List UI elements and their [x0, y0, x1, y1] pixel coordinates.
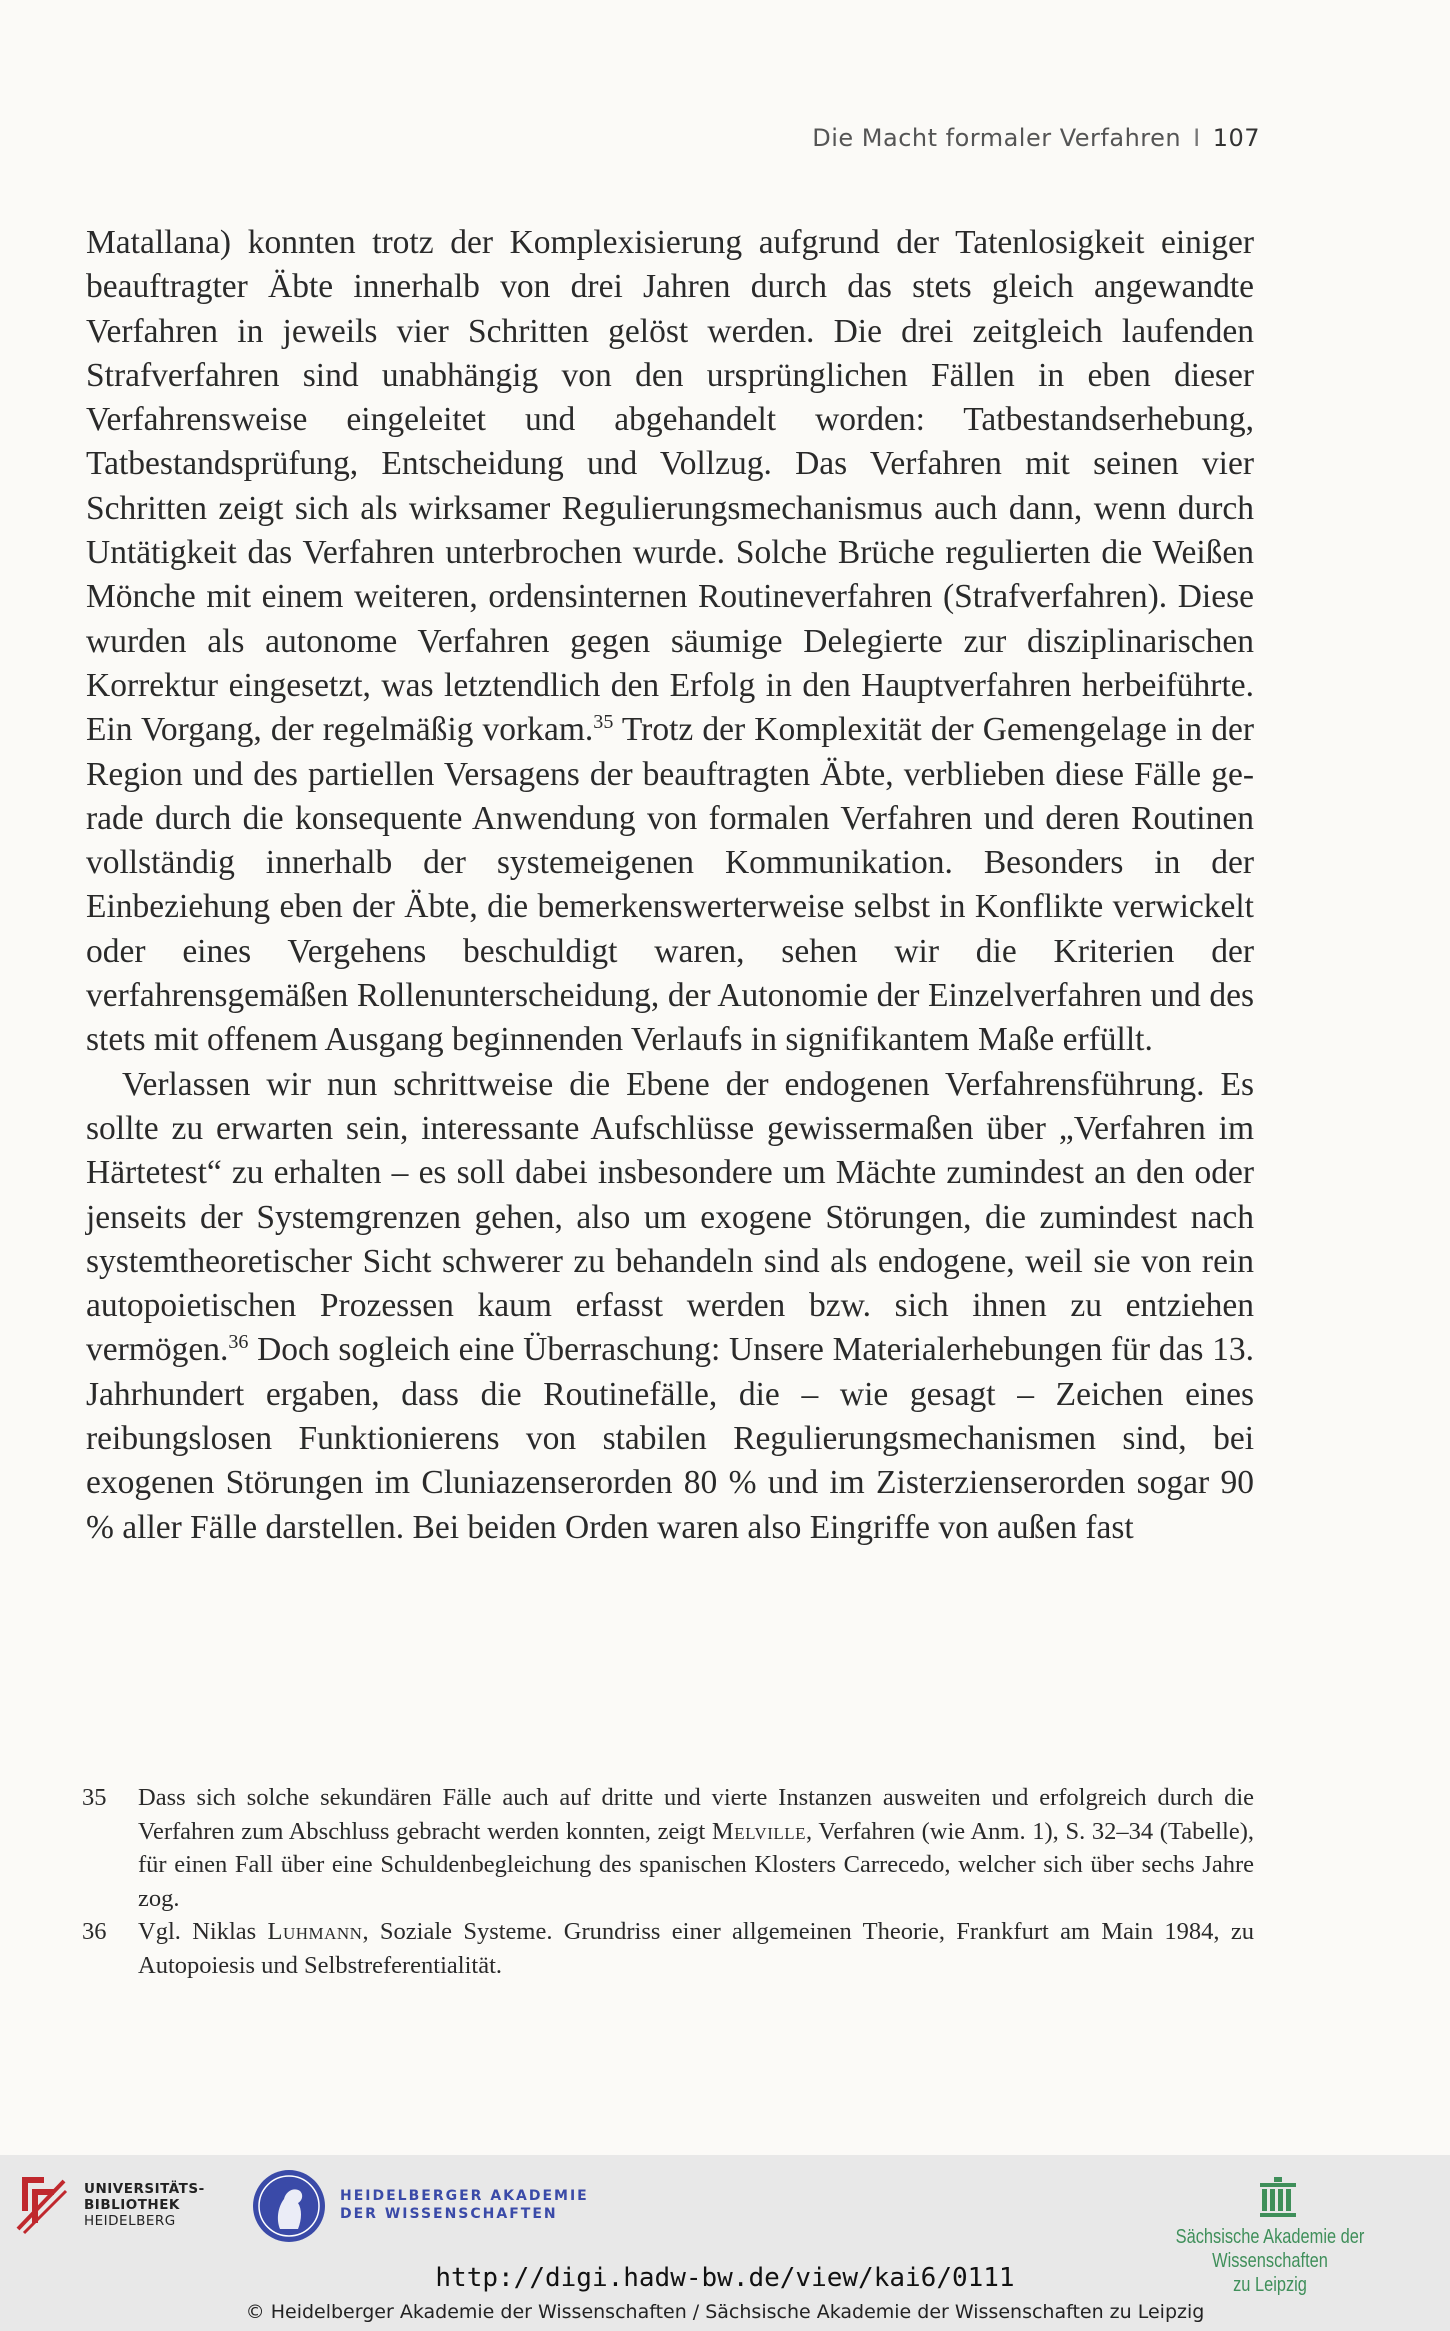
running-title: Die Macht formaler Verfahren	[812, 124, 1182, 152]
hadw-seal-logo-icon[interactable]	[250, 2167, 328, 2245]
ub-heidelberg-logo-icon[interactable]	[14, 2171, 68, 2235]
footnote-number: 36	[82, 1918, 107, 1945]
paragraph-1	[86, 221, 1254, 1063]
footnote-number: 35	[82, 1784, 107, 1811]
saw-line-1: Sächsische Akademie der Wissenschaften	[1175, 2226, 1365, 2272]
saw-leipzig-logo-icon[interactable]	[1256, 2175, 1300, 2219]
footnote-text-post: , Verfahren (wie Anm. 1), S. 32–34 (Tabelle), für einen Fall über eine Schuldenbegleichung des spanischen Klosters Carrecedo, welcher sich über sechs Jahre zog.	[138, 1817, 1254, 1912]
saw-line-2: zu Leipzig	[1233, 2274, 1307, 2296]
paragraph-2-part-b: Doch sogleich eine Überraschung: Unsere Materialerhebungen für das 13. Jahrhundert ergaben, dass die Routinefälle, die – wie gesagt – Zeichen eines reibungslosen Funktionierens von stabilen Regulierungsmechanismen sind, bei exogenen Störungen im Cluniazenserorden 80 % und im Zisterzienserorden sogar 90 % aller Fälle darstellen. Bei beiden Orden waren also Eingriffe von außen fast	[86, 1331, 1254, 1546]
permalink-url[interactable]: http://digi.hadw-bw.de/view/kai6/0111	[435, 2263, 1015, 2293]
footnotes	[82, 1781, 1254, 1982]
copyright-notice: © Heidelberger Akademie der Wissenschaften / Sächsische Akademie der Wissenschaften zu Leipzig	[245, 2301, 1205, 2323]
paragraph-2	[86, 1063, 1254, 1550]
paragraph-1-part-b: Trotz der Komplexität der Gemengelage in der Region und des partiellen Versagens der beauftragten Äbte, verblieben diese Fälle gerade durch die konsequente Anwendung von formalen Verfahren und deren Routinen vollständig innerhalb der systemeigenen Kommunikation. Besonders in der Einbeziehung eben der Äbte, die bemerkenswerterweise selbst in Konflikte verwickelt oder eines Vergehens beschuldigt waren, sehen wir die Kriterien der verfahrensgemäßen Rollenunterscheidung, der Autonomie der Einzelverfahren und des stets mit offenem Ausgang beginnenden Verlaufs in signifikantem Maße erfüllt.	[86, 711, 1254, 1059]
footnote-author: Melville	[711, 1817, 807, 1845]
hadw-line-2: DER WISSENSCHAFTEN	[340, 2206, 558, 2222]
paragraph-1-part-a: Matallana) konnten trotz der Komplexisierung aufgrund der Tatenlosigkeit einiger beauftragter Äbte innerhalb von drei Jahren durch das stets gleich angewandte Verfahren in jeweils vier Schritten gelöst werden. Die drei zeitgleich laufenden Strafverfahren sind unabhängig von den ursprünglichen Fällen in eben dieser Verfahrensweise eingeleitet und abgehandelt worden: Tatbestandserhebung, Tatbestandsprüfung, Entscheidung und Vollzug. Das Verfahren mit seinen vier Schritten zeigt sich als wirksamer Regulierungsmechanismus auch dann, wenn durch Untätigkeit das Verfahren unterbrochen wurde. Solche Brüche regulierten die Weißen Mönche mit einem weiteren, ordensinternen Routineverfahren (Strafverfahren). Diese wurden als autonome Verfahren gegen säumige Delegierte zur disziplinarischen Korrektur eingesetzt, was letztendlich den Erfolg in den Hauptverfahren herbeiführte. Ein Vorgang, der regelmäßig vorkam.	[86, 224, 1254, 749]
body-text	[86, 221, 1254, 1550]
footnote-35	[82, 1781, 1254, 1915]
footnote-author: Luhmann	[267, 1918, 363, 1945]
footnote-36	[82, 1915, 1254, 1982]
ub-line-3: HEIDELBERG	[84, 2213, 176, 2229]
digitization-footer	[0, 2155, 1450, 2331]
ub-line-2: BIBLIOTHEK	[84, 2197, 180, 2213]
footnote-text	[138, 1781, 1254, 1915]
paragraph-2-part-a: Verlassen wir nun schrittweise die Ebene der endogenen Verfahrensführung. Es sollte zu erwarten sein, interessante Aufschlüsse gewissermaßen über „Verfahren im Härtetest“ zu erhalten – es soll dabei insbesondere um Mächte zumindest an den oder jenseits der Systemgrenzen gehen, also um exogene Störungen, die zumindest nach systemtheoretischer Sicht schwerer zu behandeln sind als endogene, weil sie von rein autopoietischen Prozessen kaum erfasst werden bzw. sich ihnen zu entziehen vermögen.	[86, 1065, 1254, 1369]
footnote-text	[138, 1915, 1254, 1982]
footnote-ref-35[interactable]: 35	[593, 711, 614, 734]
footnote-text-pre: Vgl. Niklas	[138, 1918, 268, 1945]
ub-line-1: UNIVERSITÄTS-	[84, 2181, 205, 2197]
footnote-text-pre: Dass sich solche sekundären Fälle auch auf dritte und vierte Instanzen ausweiten und erfolgreich durch die Verfahren zum Abschluss gebracht werden konnten, zeigt	[138, 1784, 1254, 1845]
hadw-name	[340, 2187, 589, 2223]
ub-heidelberg-name	[84, 2181, 205, 2229]
hadw-line-1: HEIDELBERGER AKADEMIE	[340, 2188, 589, 2204]
footnote-text-post: , Soziale Systeme. Grundriss einer allgemeinen Theorie, Frankfurt am Main 1984, zu Autopoiesis und Selbstreferentialität.	[138, 1918, 1254, 1979]
running-head	[700, 124, 1260, 152]
page-number: 107	[1212, 124, 1260, 152]
footnote-ref-36[interactable]: 36	[228, 1331, 249, 1354]
running-head-separator: I	[1193, 124, 1201, 152]
